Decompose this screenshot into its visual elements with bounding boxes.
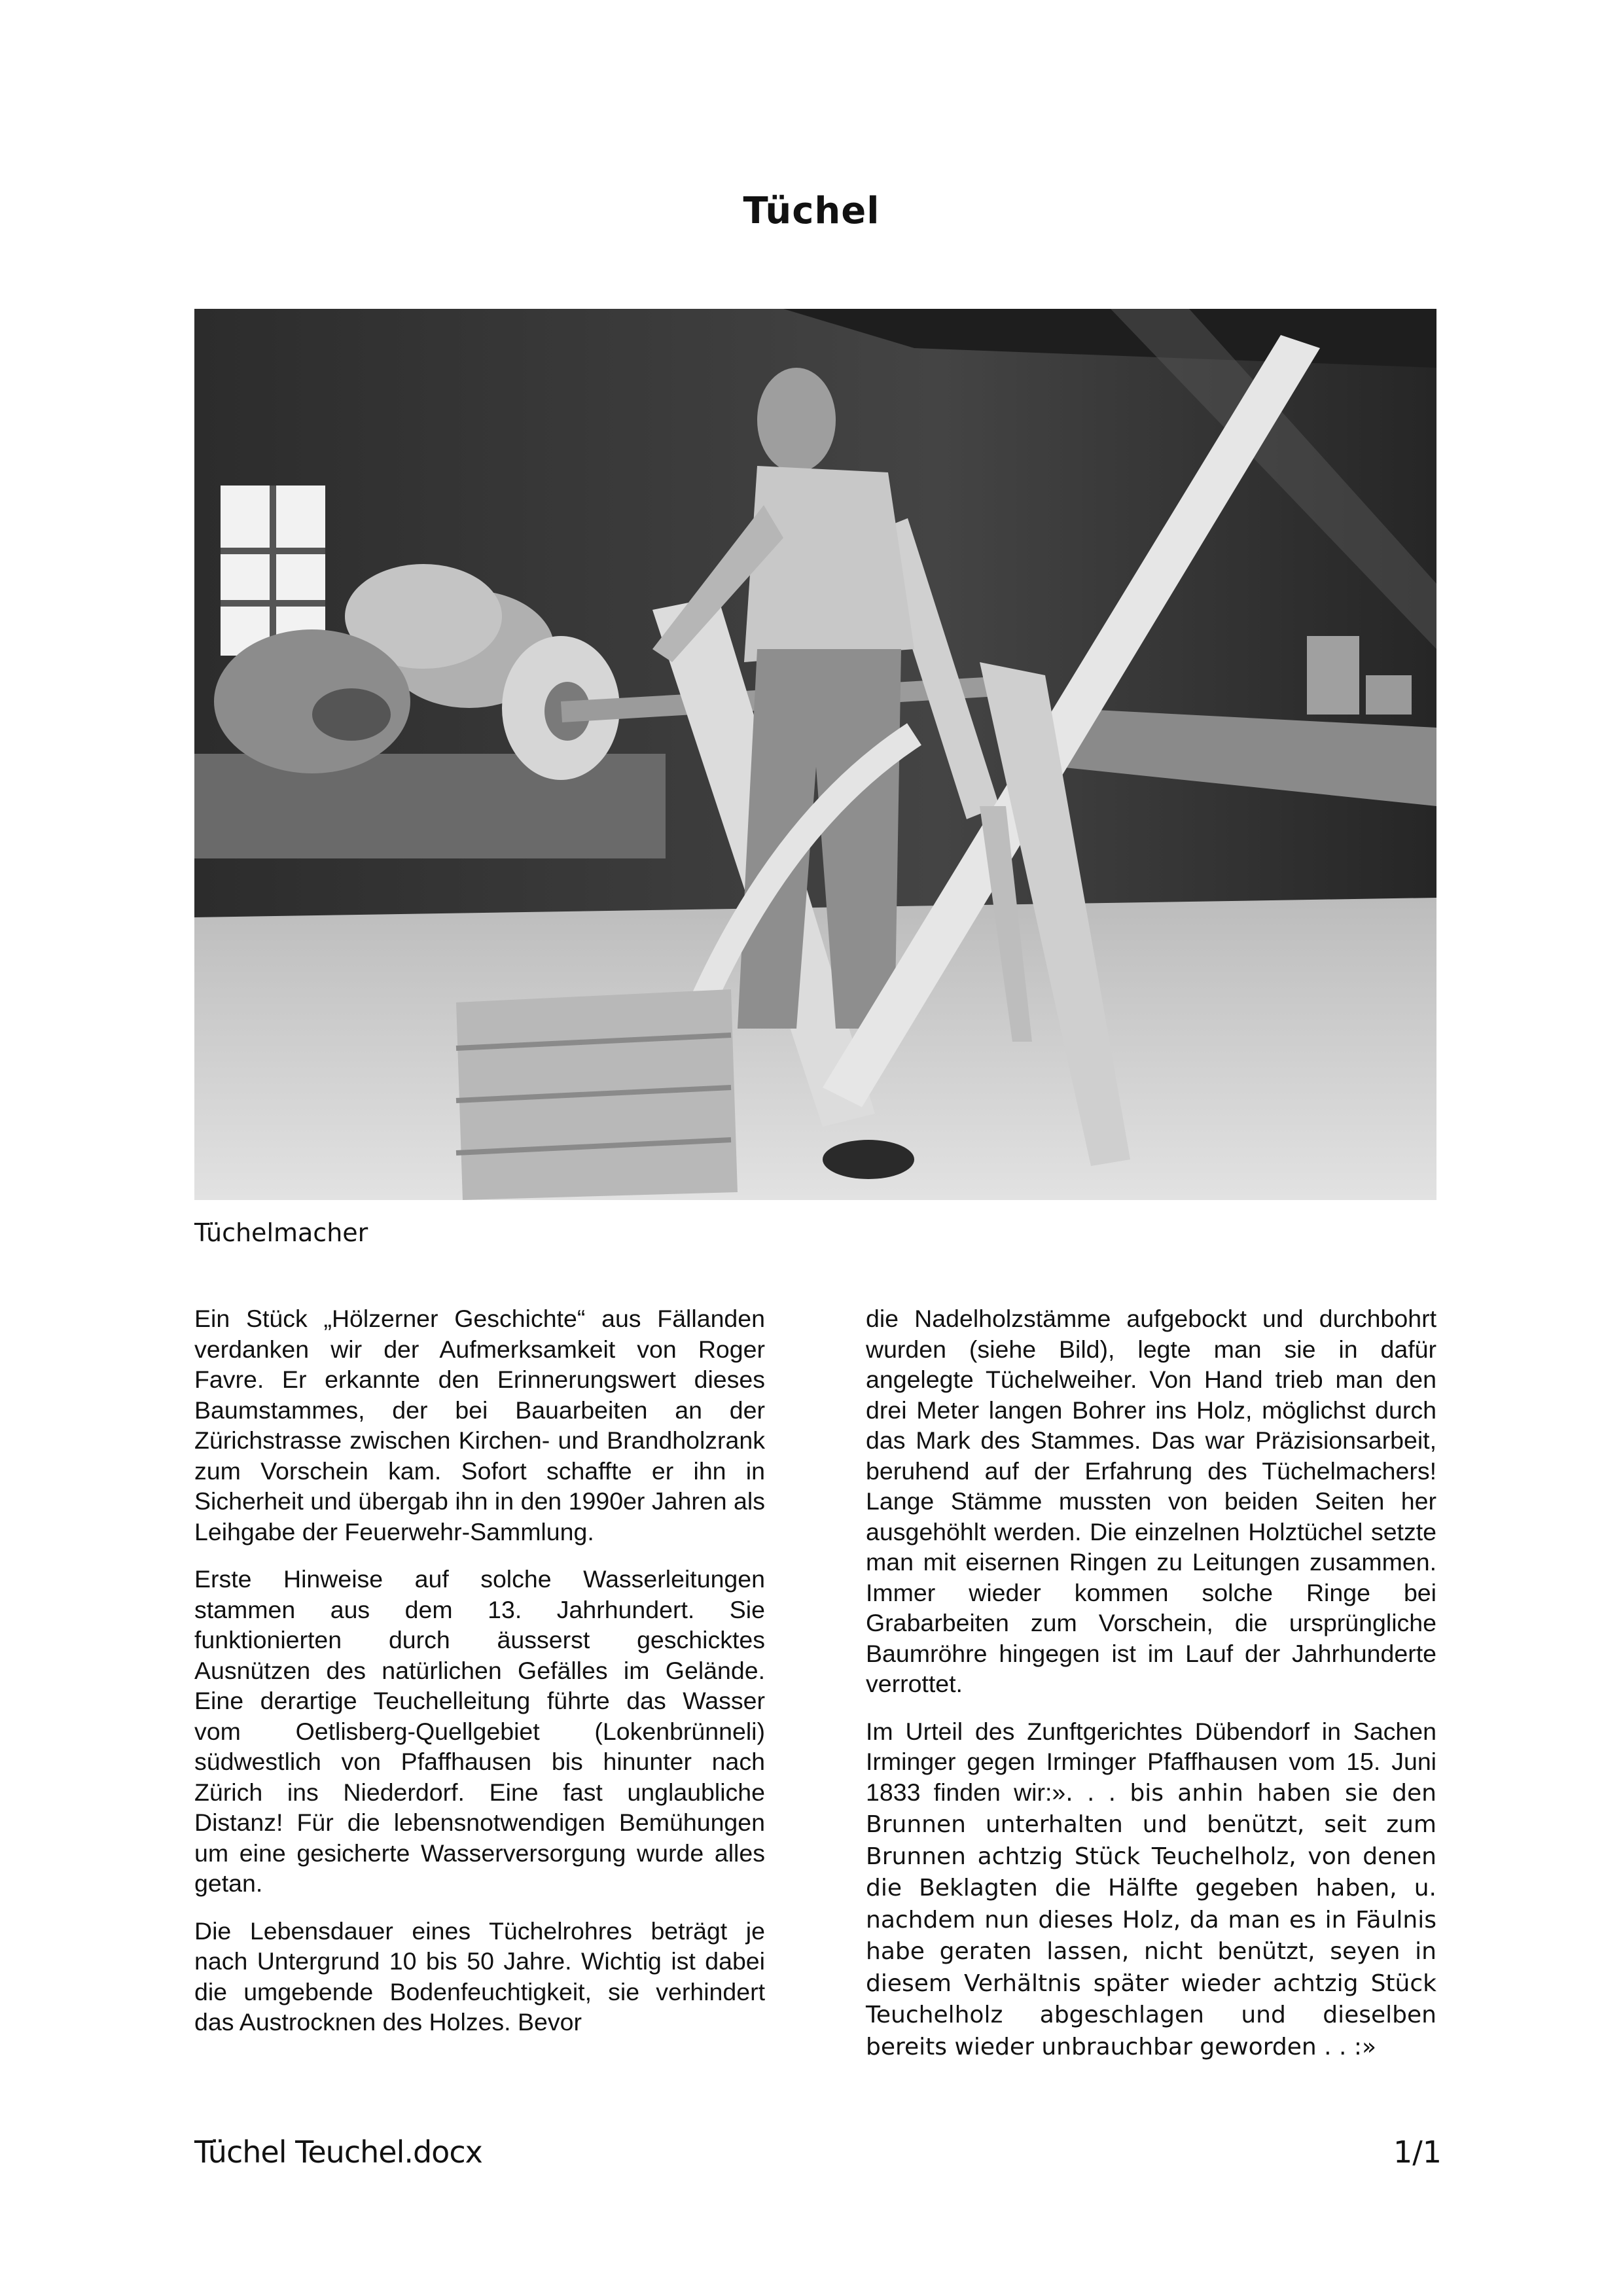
court-quote: . . . bis anhin haben sie den Brunnen unterhalten und benützt, seit zum Brunnen achtzig Stück Teuchelholz, von denen die Beklagten die Hälfte gegeben haben, u. nachdem nun dieses Holz, da man es in Fäulnis habe geraten lassen, nicht benützt, seyen in diesem Verhältnis später wieder achtzig Stück Teuchelholz abgeschlagen und dieselben bereits wieder unbrauchbar geworden . . :» [866, 1779, 1436, 2060]
photo-caption: Tüchelmacher [194, 1218, 368, 1247]
paragraph: die Nadelholzstämme aufgebockt und durchbohrt wurden (siehe Bild), legte man sie in dafür angelegte Tüchelweiher. Von Hand trieb man den drei Meter langen Bohrer ins Holz, möglichst durch das Mark des Stammes. Das war Präzisionsarbeit, beruhend auf der Erfahrung des Tüchelmachers! Lange Stämme mussten von beiden Seiten her ausgehöhlt werden. Die einzelnen Holztüchel setzte man mit eisernen Ringen zu Leitungen zusammen. Immer wieder kommen solche Ringe bei Grabarbeiten zum Vorschein, die ursprüngliche Baumröhre hingegen ist im Lauf der Jahrhunderte verrottet. [866, 1305, 1436, 1697]
page-title: Tüchel [743, 190, 880, 232]
workshop-photo [194, 309, 1436, 1200]
quote-intro: Im Urteil des Zunftgerichtes Dübendorf in Sachen Irminger gegen Irminger Pfaffhausen vom 15. Juni 1833 finden wir:» [866, 1717, 1436, 1806]
paragraph: Erste Hinweise auf solche Wasserleitungen stammen aus dem 13. Jahrhundert. Sie funktionierten durch äusserst geschicktes Ausnützen des natürlichen Gefälles im Gelände. Eine derartige Teuchelleitung führte das Wasser vom Oetlisberg-Quellgebiet (Lokenbrünneli) südwestlich von Pfaffhausen bis hinunter nach Zürich ins Niederdorf. Eine fast unglaubliche Distanz! Für die lebensnotwendigen Bemühungen um eine gesicherte Wasserversorgung wurde alles getan. [194, 1565, 765, 1897]
workshop-photo-icon [194, 309, 1436, 1200]
paragraph: Ein Stück „Hölzerner Geschichte“ aus Fällanden verdanken wir der Aufmerksamkeit von Roger Favre. Er erkannte den Erinnerungswert dieses Baumstammes, der bei Bauarbeiten an der Zürichstrasse zwischen Kirchen- und Brandholzrank zum Vorschein kam. Sofort schaffte er ihn in Sicherheit und übergab ihn in den 1990er Jahren als Leihgabe der Feuerwehr-Sammlung. [194, 1305, 765, 1545]
text-column-right [866, 1303, 1436, 2079]
footer-page-number: 1/1 [1393, 2134, 1442, 2170]
footer-filename: Tüchel Teuchel.docx [194, 2134, 482, 2170]
text-column-left [194, 1303, 765, 2055]
paragraph: Die Lebensdauer eines Tüchelrohres beträgt je nach Untergrund 10 bis 50 Jahre. Wichtig ist dabei die umgebende Bodenfeuchtigkeit, sie verhindert das Austrocknen des Holzes. Bevor [194, 1916, 765, 2036]
paragraph-quote [866, 1716, 1436, 2063]
